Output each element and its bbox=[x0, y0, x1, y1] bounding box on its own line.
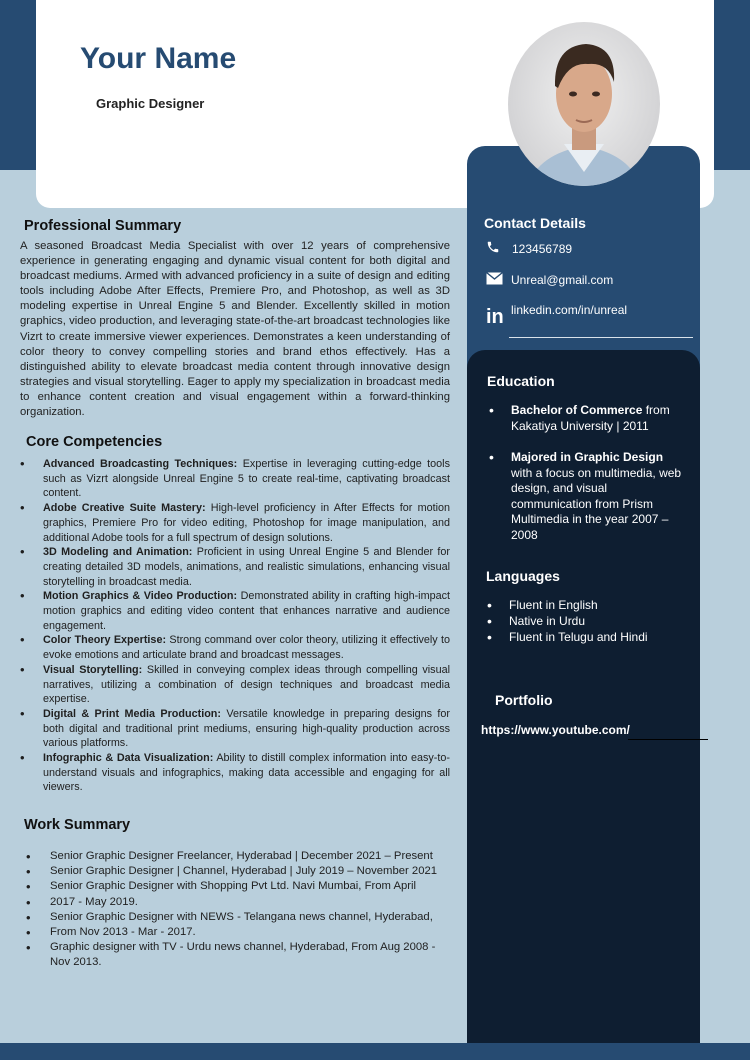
education-heading: Education bbox=[487, 373, 555, 389]
top-left-band bbox=[0, 0, 36, 170]
languages-list bbox=[485, 597, 685, 645]
candidate-name: Your Name bbox=[80, 42, 237, 75]
language-item: • Fluent in English bbox=[485, 597, 685, 613]
language-item: • Fluent in Telugu and Hindi bbox=[485, 629, 685, 645]
competencies-list bbox=[20, 457, 450, 795]
linkedin-icon: in bbox=[486, 306, 504, 328]
summary-text: A seasoned Broadcast Media Specialist with over 12 years of comprehensive experience in generating engaging and dynamic visual content for both digital and broadcast mediums. Armed with advanced proficiency in a suite of design and editing tools including Adobe After Effects, Premiere Pro, and Photoshop, as well as 3D modeling expertise in Unreal Engine 5 and Blender. Excellently skilled in motion graphics, video production, and leveraging state-of-the-art broadcast technologies like Vizrt to create immersive viewer experiences. Demonstrates a keen understanding of color theory to convey compelling stories and brand ethos effectively. Has a distinguished ability to elevate broadcast media content through innovative design strategies and visual storytelling. Eager to apply my specialization in broadcast media to enhance content creation and visual engagement within a forward-thinking organization. bbox=[20, 240, 450, 419]
top-right-band bbox=[714, 0, 750, 170]
competency-item: • Infographic & Data Visualization: Ability to distill complex information into easy-to-understand visuals and infographics, making data accessible and engaging for all viewers. bbox=[20, 751, 450, 795]
summary-heading: Professional Summary bbox=[24, 218, 182, 234]
work-item: • 2017 - May 2019. bbox=[26, 895, 456, 910]
work-item: • Senior Graphic Designer with NEWS - Telangana news channel, Hyderabad, bbox=[26, 910, 456, 925]
email-text[interactable]: Unreal@gmail.com bbox=[511, 273, 614, 287]
competency-item: • Visual Storytelling: Skilled in conveying complex ideas through compelling visual narratives, utilizing a combination of design techniques and broadcast media expertise. bbox=[20, 663, 450, 707]
education-list bbox=[487, 403, 687, 543]
work-item: • Graphic designer with TV - Urdu news channel, Hyderabad, From Aug 2008 - Nov 2013. bbox=[26, 940, 456, 970]
work-item: • Senior Graphic Designer with Shopping Pvt Ltd. Navi Mumbai, From April bbox=[26, 879, 456, 894]
work-item: • Senior Graphic Designer | Channel, Hyderabad | July 2019 – November 2021 bbox=[26, 864, 456, 879]
contact-heading: Contact Details bbox=[484, 215, 586, 231]
competency-item: • Adobe Creative Suite Mastery: High-level proficiency in After Effects for motion graphics, Premiere Pro for video editing, Photoshop for image manipulation, and additional Adobe tools for a full spectrum of design solutions. bbox=[20, 501, 450, 545]
portfolio-underline bbox=[628, 739, 708, 740]
language-item: • Native in Urdu bbox=[485, 613, 685, 629]
email-icon bbox=[486, 272, 510, 288]
phone-text: 123456789 bbox=[512, 241, 573, 256]
competency-item: • Motion Graphics & Video Production: Demonstrated ability in crafting high-impact motion graphics and editing video content that enhances narrative and audience engagement. bbox=[20, 589, 450, 633]
education-item: • Bachelor of Commerce from Kakatiya University | 2011 bbox=[487, 403, 687, 434]
work-item: • Senior Graphic Designer Freelancer, Hyderabad | December 2021 – Present bbox=[26, 849, 456, 864]
contact-phone bbox=[486, 240, 572, 257]
phone-icon bbox=[486, 240, 510, 257]
competency-item: • 3D Modeling and Animation: Proficient in using Unreal Engine 5 and Blender for creating detailed 3D models, animations, and realistic simulations, enhancing visual storytelling in broadcast media. bbox=[20, 545, 450, 589]
contact-linkedin bbox=[486, 303, 510, 331]
competency-item: • Advanced Broadcasting Techniques: Expertise in leveraging cutting-edge tools such as Vizrt alongside Unreal Engine 5 to create real-time, captivating broadcast content. bbox=[20, 457, 450, 501]
competency-item: • Digital & Print Media Production: Versatile knowledge in preparing designs for both digital and traditional print mediums, ensuring high-quality production across various platforms. bbox=[20, 707, 450, 751]
linkedin-text[interactable]: linkedin.com/in/unreal bbox=[511, 303, 628, 317]
portfolio-heading: Portfolio bbox=[495, 692, 553, 708]
work-list bbox=[26, 849, 456, 971]
competencies-heading: Core Competencies bbox=[26, 434, 163, 450]
contact-divider bbox=[509, 337, 693, 338]
competency-item: • Color Theory Expertise: Strong command over color theory, utilizing it effectively to evoke emotions and articulate brand and broadcast messages. bbox=[20, 633, 450, 662]
education-item: • Majored in Graphic Design with a focus on multimedia, web design, and visual communication from Prism Multimedia in the year 2007 – 2008 bbox=[487, 450, 687, 543]
profile-photo bbox=[508, 22, 660, 186]
bottom-band bbox=[0, 1043, 750, 1060]
work-heading: Work Summary bbox=[24, 817, 131, 833]
contact-email bbox=[486, 272, 613, 288]
candidate-title: Graphic Designer bbox=[96, 96, 205, 111]
portfolio-link[interactable]: https://www.youtube.com/ bbox=[481, 723, 630, 737]
languages-heading: Languages bbox=[486, 568, 560, 584]
work-item: • From Nov 2013 - Mar - 2017. bbox=[26, 925, 456, 940]
